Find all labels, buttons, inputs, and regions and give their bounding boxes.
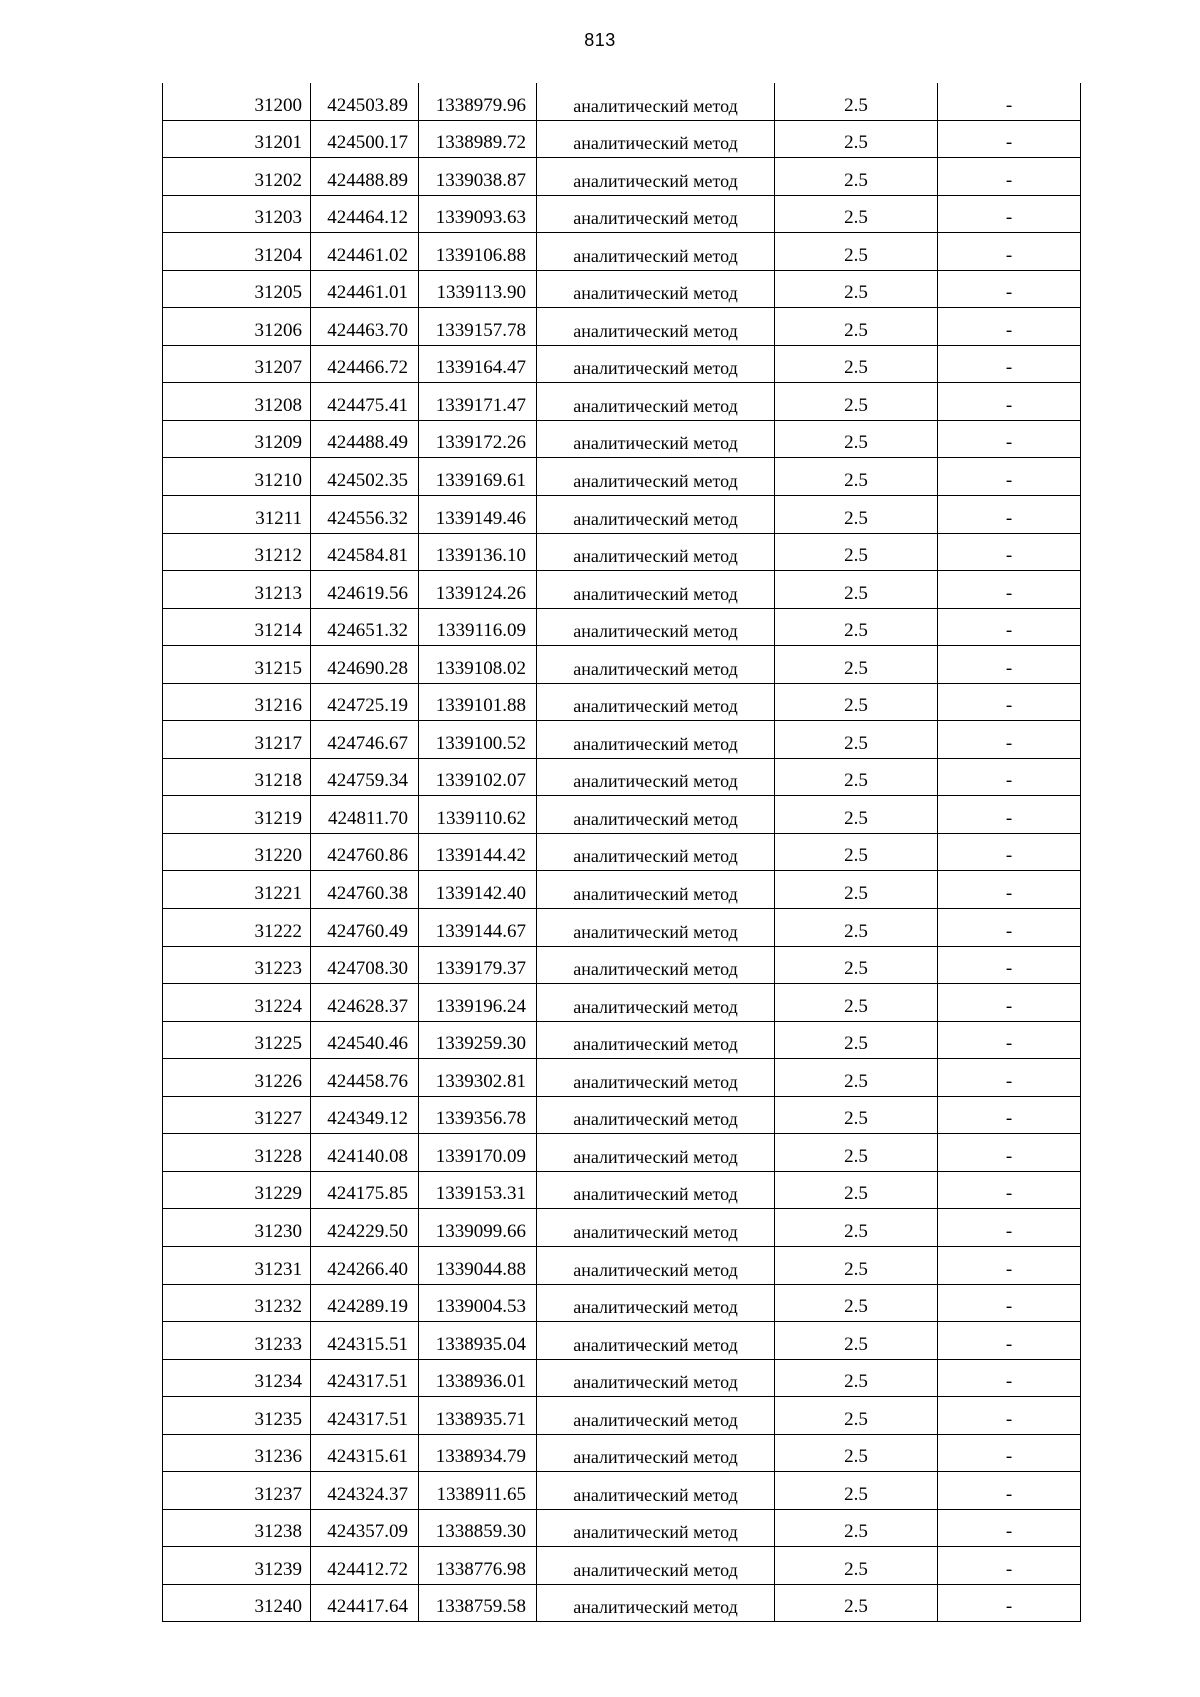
point-number-cell: 31210	[163, 458, 311, 496]
note-cell: -	[938, 608, 1081, 646]
table-row	[163, 721, 1081, 759]
accuracy-cell: 2.5	[775, 571, 938, 609]
accuracy-cell: 2.5	[775, 345, 938, 383]
method-cell: аналитический метод	[537, 120, 775, 158]
x-coordinate-cell: 424175.85	[311, 1171, 419, 1209]
note-cell: -	[938, 458, 1081, 496]
accuracy-cell: 2.5	[775, 909, 938, 947]
y-coordinate-cell: 1339157.78	[419, 308, 537, 346]
note-cell: -	[938, 1284, 1081, 1322]
note-cell: -	[938, 345, 1081, 383]
point-number-cell: 31239	[163, 1547, 311, 1585]
method-cell: аналитический метод	[537, 571, 775, 609]
note-cell: -	[938, 1059, 1081, 1097]
y-coordinate-cell: 1339142.40	[419, 871, 537, 909]
point-number-cell: 31232	[163, 1284, 311, 1322]
accuracy-cell: 2.5	[775, 308, 938, 346]
y-coordinate-cell: 1339106.88	[419, 233, 537, 271]
coordinates-table	[162, 83, 1081, 1622]
accuracy-cell: 2.5	[775, 946, 938, 984]
table-row	[163, 646, 1081, 684]
point-number-cell: 31234	[163, 1359, 311, 1397]
note-cell: -	[938, 571, 1081, 609]
method-cell: аналитический метод	[537, 1284, 775, 1322]
note-cell: -	[938, 120, 1081, 158]
accuracy-cell: 2.5	[775, 1171, 938, 1209]
x-coordinate-cell: 424324.37	[311, 1472, 419, 1510]
y-coordinate-cell: 1339302.81	[419, 1059, 537, 1097]
x-coordinate-cell: 424500.17	[311, 120, 419, 158]
y-coordinate-cell: 1339170.09	[419, 1134, 537, 1172]
y-coordinate-cell: 1339144.67	[419, 909, 537, 947]
accuracy-cell: 2.5	[775, 721, 938, 759]
method-cell: аналитический метод	[537, 458, 775, 496]
point-number-cell: 31235	[163, 1397, 311, 1435]
method-cell: аналитический метод	[537, 909, 775, 947]
method-cell: аналитический метод	[537, 496, 775, 534]
point-number-cell: 31215	[163, 646, 311, 684]
table-row	[163, 909, 1081, 947]
point-number-cell: 31202	[163, 158, 311, 196]
point-number-cell: 31204	[163, 233, 311, 271]
note-cell: -	[938, 533, 1081, 571]
method-cell: аналитический метод	[537, 195, 775, 233]
table-row	[163, 683, 1081, 721]
accuracy-cell: 2.5	[775, 383, 938, 421]
x-coordinate-cell: 424690.28	[311, 646, 419, 684]
method-cell: аналитический метод	[537, 1434, 775, 1472]
accuracy-cell: 2.5	[775, 1134, 938, 1172]
table-row	[163, 758, 1081, 796]
note-cell: -	[938, 1434, 1081, 1472]
table-row	[163, 1322, 1081, 1360]
x-coordinate-cell: 424651.32	[311, 608, 419, 646]
note-cell: -	[938, 721, 1081, 759]
note-cell: -	[938, 909, 1081, 947]
method-cell: аналитический метод	[537, 984, 775, 1022]
accuracy-cell: 2.5	[775, 1209, 938, 1247]
accuracy-cell: 2.5	[775, 195, 938, 233]
x-coordinate-cell: 424417.64	[311, 1584, 419, 1622]
method-cell: аналитический метод	[537, 1096, 775, 1134]
y-coordinate-cell: 1339144.42	[419, 833, 537, 871]
y-coordinate-cell: 1339100.52	[419, 721, 537, 759]
y-coordinate-cell: 1339101.88	[419, 683, 537, 721]
x-coordinate-cell: 424760.49	[311, 909, 419, 947]
note-cell: -	[938, 83, 1081, 120]
table-row	[163, 1246, 1081, 1284]
table-row	[163, 345, 1081, 383]
note-cell: -	[938, 1246, 1081, 1284]
note-cell: -	[938, 1359, 1081, 1397]
accuracy-cell: 2.5	[775, 1434, 938, 1472]
point-number-cell: 31217	[163, 721, 311, 759]
x-coordinate-cell: 424289.19	[311, 1284, 419, 1322]
x-coordinate-cell: 424315.61	[311, 1434, 419, 1472]
x-coordinate-cell: 424357.09	[311, 1509, 419, 1547]
accuracy-cell: 2.5	[775, 1584, 938, 1622]
y-coordinate-cell: 1339179.37	[419, 946, 537, 984]
note-cell: -	[938, 1134, 1081, 1172]
x-coordinate-cell: 424759.34	[311, 758, 419, 796]
point-number-cell: 31213	[163, 571, 311, 609]
y-coordinate-cell: 1339124.26	[419, 571, 537, 609]
note-cell: -	[938, 195, 1081, 233]
point-number-cell: 31212	[163, 533, 311, 571]
y-coordinate-cell: 1338776.98	[419, 1547, 537, 1585]
point-number-cell: 31218	[163, 758, 311, 796]
method-cell: аналитический метод	[537, 646, 775, 684]
table-row	[163, 1021, 1081, 1059]
method-cell: аналитический метод	[537, 345, 775, 383]
coordinates-table-body	[163, 83, 1081, 1622]
point-number-cell: 31228	[163, 1134, 311, 1172]
table-row	[163, 1472, 1081, 1510]
note-cell: -	[938, 270, 1081, 308]
point-number-cell: 31240	[163, 1584, 311, 1622]
method-cell: аналитический метод	[537, 1509, 775, 1547]
point-number-cell: 31233	[163, 1322, 311, 1360]
page-number: 813	[584, 30, 616, 50]
accuracy-cell: 2.5	[775, 1059, 938, 1097]
x-coordinate-cell: 424475.41	[311, 383, 419, 421]
point-number-cell: 31203	[163, 195, 311, 233]
table-row	[163, 1509, 1081, 1547]
table-row	[163, 1434, 1081, 1472]
accuracy-cell: 2.5	[775, 871, 938, 909]
x-coordinate-cell: 424464.12	[311, 195, 419, 233]
method-cell: аналитический метод	[537, 308, 775, 346]
note-cell: -	[938, 233, 1081, 271]
table-row	[163, 270, 1081, 308]
note-cell: -	[938, 1171, 1081, 1209]
table-row	[163, 608, 1081, 646]
x-coordinate-cell: 424458.76	[311, 1059, 419, 1097]
note-cell: -	[938, 383, 1081, 421]
x-coordinate-cell: 424760.38	[311, 871, 419, 909]
method-cell: аналитический метод	[537, 383, 775, 421]
point-number-cell: 31222	[163, 909, 311, 947]
x-coordinate-cell: 424725.19	[311, 683, 419, 721]
x-coordinate-cell: 424315.51	[311, 1322, 419, 1360]
method-cell: аналитический метод	[537, 1246, 775, 1284]
accuracy-cell: 2.5	[775, 1472, 938, 1510]
method-cell: аналитический метод	[537, 1059, 775, 1097]
note-cell: -	[938, 1509, 1081, 1547]
x-coordinate-cell: 424760.86	[311, 833, 419, 871]
y-coordinate-cell: 1339356.78	[419, 1096, 537, 1134]
note-cell: -	[938, 1547, 1081, 1585]
point-number-cell: 31231	[163, 1246, 311, 1284]
point-number-cell: 31227	[163, 1096, 311, 1134]
y-coordinate-cell: 1338935.04	[419, 1322, 537, 1360]
table-row	[163, 533, 1081, 571]
accuracy-cell: 2.5	[775, 1246, 938, 1284]
accuracy-cell: 2.5	[775, 233, 938, 271]
accuracy-cell: 2.5	[775, 1021, 938, 1059]
x-coordinate-cell: 424488.89	[311, 158, 419, 196]
y-coordinate-cell: 1339259.30	[419, 1021, 537, 1059]
x-coordinate-cell: 424746.67	[311, 721, 419, 759]
y-coordinate-cell: 1338989.72	[419, 120, 537, 158]
y-coordinate-cell: 1339116.09	[419, 608, 537, 646]
note-cell: -	[938, 1209, 1081, 1247]
y-coordinate-cell: 1339172.26	[419, 420, 537, 458]
point-number-cell: 31220	[163, 833, 311, 871]
table-row	[163, 383, 1081, 421]
point-number-cell: 31211	[163, 496, 311, 534]
point-number-cell: 31206	[163, 308, 311, 346]
y-coordinate-cell: 1339136.10	[419, 533, 537, 571]
y-coordinate-cell: 1339153.31	[419, 1171, 537, 1209]
point-number-cell: 31230	[163, 1209, 311, 1247]
point-number-cell: 31200	[163, 83, 311, 120]
method-cell: аналитический метод	[537, 796, 775, 834]
note-cell: -	[938, 833, 1081, 871]
table-row	[163, 1397, 1081, 1435]
x-coordinate-cell: 424488.49	[311, 420, 419, 458]
note-cell: -	[938, 1397, 1081, 1435]
y-coordinate-cell: 1339110.62	[419, 796, 537, 834]
table-row	[163, 984, 1081, 1022]
table-row	[163, 1547, 1081, 1585]
x-coordinate-cell: 424349.12	[311, 1096, 419, 1134]
point-number-cell: 31209	[163, 420, 311, 458]
x-coordinate-cell: 424317.51	[311, 1397, 419, 1435]
y-coordinate-cell: 1339038.87	[419, 158, 537, 196]
y-coordinate-cell: 1339171.47	[419, 383, 537, 421]
x-coordinate-cell: 424466.72	[311, 345, 419, 383]
x-coordinate-cell: 424463.70	[311, 308, 419, 346]
table-row	[163, 1171, 1081, 1209]
accuracy-cell: 2.5	[775, 608, 938, 646]
method-cell: аналитический метод	[537, 833, 775, 871]
accuracy-cell: 2.5	[775, 833, 938, 871]
y-coordinate-cell: 1338979.96	[419, 83, 537, 120]
method-cell: аналитический метод	[537, 1584, 775, 1622]
table-row	[163, 195, 1081, 233]
table-row	[163, 796, 1081, 834]
y-coordinate-cell: 1338935.71	[419, 1397, 537, 1435]
x-coordinate-cell: 424556.32	[311, 496, 419, 534]
accuracy-cell: 2.5	[775, 984, 938, 1022]
note-cell: -	[938, 1584, 1081, 1622]
method-cell: аналитический метод	[537, 871, 775, 909]
y-coordinate-cell: 1339164.47	[419, 345, 537, 383]
accuracy-cell: 2.5	[775, 270, 938, 308]
accuracy-cell: 2.5	[775, 758, 938, 796]
x-coordinate-cell: 424412.72	[311, 1547, 419, 1585]
y-coordinate-cell: 1338936.01	[419, 1359, 537, 1397]
accuracy-cell: 2.5	[775, 1322, 938, 1360]
point-number-cell: 31214	[163, 608, 311, 646]
y-coordinate-cell: 1339099.66	[419, 1209, 537, 1247]
y-coordinate-cell: 1339102.07	[419, 758, 537, 796]
method-cell: аналитический метод	[537, 946, 775, 984]
y-coordinate-cell: 1339093.63	[419, 195, 537, 233]
table-row	[163, 833, 1081, 871]
accuracy-cell: 2.5	[775, 158, 938, 196]
table-row	[163, 1059, 1081, 1097]
method-cell: аналитический метод	[537, 1322, 775, 1360]
table-row	[163, 1284, 1081, 1322]
table-row	[163, 1096, 1081, 1134]
method-cell: аналитический метод	[537, 1547, 775, 1585]
point-number-cell: 31236	[163, 1434, 311, 1472]
accuracy-cell: 2.5	[775, 1096, 938, 1134]
x-coordinate-cell: 424461.02	[311, 233, 419, 271]
x-coordinate-cell: 424540.46	[311, 1021, 419, 1059]
point-number-cell: 31237	[163, 1472, 311, 1510]
table-row	[163, 871, 1081, 909]
accuracy-cell: 2.5	[775, 458, 938, 496]
x-coordinate-cell: 424266.40	[311, 1246, 419, 1284]
method-cell: аналитический метод	[537, 270, 775, 308]
accuracy-cell: 2.5	[775, 1284, 938, 1322]
y-coordinate-cell: 1339196.24	[419, 984, 537, 1022]
y-coordinate-cell: 1339169.61	[419, 458, 537, 496]
point-number-cell: 31201	[163, 120, 311, 158]
note-cell: -	[938, 1322, 1081, 1360]
x-coordinate-cell: 424503.89	[311, 83, 419, 120]
note-cell: -	[938, 1472, 1081, 1510]
note-cell: -	[938, 1096, 1081, 1134]
note-cell: -	[938, 646, 1081, 684]
y-coordinate-cell: 1339044.88	[419, 1246, 537, 1284]
method-cell: аналитический метод	[537, 1134, 775, 1172]
accuracy-cell: 2.5	[775, 796, 938, 834]
method-cell: аналитический метод	[537, 533, 775, 571]
x-coordinate-cell: 424708.30	[311, 946, 419, 984]
note-cell: -	[938, 420, 1081, 458]
accuracy-cell: 2.5	[775, 646, 938, 684]
method-cell: аналитический метод	[537, 1171, 775, 1209]
note-cell: -	[938, 946, 1081, 984]
table-row	[163, 1359, 1081, 1397]
note-cell: -	[938, 496, 1081, 534]
accuracy-cell: 2.5	[775, 1397, 938, 1435]
point-number-cell: 31226	[163, 1059, 311, 1097]
accuracy-cell: 2.5	[775, 1509, 938, 1547]
x-coordinate-cell: 424811.70	[311, 796, 419, 834]
method-cell: аналитический метод	[537, 683, 775, 721]
note-cell: -	[938, 308, 1081, 346]
x-coordinate-cell: 424317.51	[311, 1359, 419, 1397]
point-number-cell: 31223	[163, 946, 311, 984]
accuracy-cell: 2.5	[775, 1359, 938, 1397]
method-cell: аналитический метод	[537, 233, 775, 271]
accuracy-cell: 2.5	[775, 533, 938, 571]
y-coordinate-cell: 1339108.02	[419, 646, 537, 684]
y-coordinate-cell: 1338859.30	[419, 1509, 537, 1547]
x-coordinate-cell: 424502.35	[311, 458, 419, 496]
table-row	[163, 120, 1081, 158]
accuracy-cell: 2.5	[775, 496, 938, 534]
x-coordinate-cell: 424584.81	[311, 533, 419, 571]
note-cell: -	[938, 1021, 1081, 1059]
table-row	[163, 1584, 1081, 1622]
y-coordinate-cell: 1338911.65	[419, 1472, 537, 1510]
point-number-cell: 31216	[163, 683, 311, 721]
accuracy-cell: 2.5	[775, 683, 938, 721]
table-row	[163, 308, 1081, 346]
table-row	[163, 458, 1081, 496]
table-row	[163, 83, 1081, 120]
point-number-cell: 31221	[163, 871, 311, 909]
note-cell: -	[938, 683, 1081, 721]
point-number-cell: 31205	[163, 270, 311, 308]
accuracy-cell: 2.5	[775, 1547, 938, 1585]
accuracy-cell: 2.5	[775, 120, 938, 158]
point-number-cell: 31208	[163, 383, 311, 421]
method-cell: аналитический метод	[537, 1472, 775, 1510]
table-row	[163, 571, 1081, 609]
table-row	[163, 946, 1081, 984]
y-coordinate-cell: 1338934.79	[419, 1434, 537, 1472]
y-coordinate-cell: 1338759.58	[419, 1584, 537, 1622]
method-cell: аналитический метод	[537, 1397, 775, 1435]
point-number-cell: 31224	[163, 984, 311, 1022]
point-number-cell: 31207	[163, 345, 311, 383]
method-cell: аналитический метод	[537, 158, 775, 196]
x-coordinate-cell: 424619.56	[311, 571, 419, 609]
method-cell: аналитический метод	[537, 1359, 775, 1397]
x-coordinate-cell: 424461.01	[311, 270, 419, 308]
table-row	[163, 496, 1081, 534]
method-cell: аналитический метод	[537, 1021, 775, 1059]
method-cell: аналитический метод	[537, 420, 775, 458]
accuracy-cell: 2.5	[775, 83, 938, 120]
x-coordinate-cell: 424628.37	[311, 984, 419, 1022]
method-cell: аналитический метод	[537, 608, 775, 646]
x-coordinate-cell: 424140.08	[311, 1134, 419, 1172]
note-cell: -	[938, 158, 1081, 196]
note-cell: -	[938, 796, 1081, 834]
method-cell: аналитический метод	[537, 721, 775, 759]
method-cell: аналитический метод	[537, 1209, 775, 1247]
point-number-cell: 31225	[163, 1021, 311, 1059]
accuracy-cell: 2.5	[775, 420, 938, 458]
note-cell: -	[938, 758, 1081, 796]
table-row	[163, 1134, 1081, 1172]
x-coordinate-cell: 424229.50	[311, 1209, 419, 1247]
method-cell: аналитический метод	[537, 758, 775, 796]
table-row	[163, 1209, 1081, 1247]
point-number-cell: 31238	[163, 1509, 311, 1547]
note-cell: -	[938, 984, 1081, 1022]
y-coordinate-cell: 1339149.46	[419, 496, 537, 534]
table-row	[163, 233, 1081, 271]
table-row	[163, 420, 1081, 458]
method-cell: аналитический метод	[537, 83, 775, 120]
point-number-cell: 31229	[163, 1171, 311, 1209]
point-number-cell: 31219	[163, 796, 311, 834]
note-cell: -	[938, 871, 1081, 909]
y-coordinate-cell: 1339113.90	[419, 270, 537, 308]
y-coordinate-cell: 1339004.53	[419, 1284, 537, 1322]
table-row	[163, 158, 1081, 196]
